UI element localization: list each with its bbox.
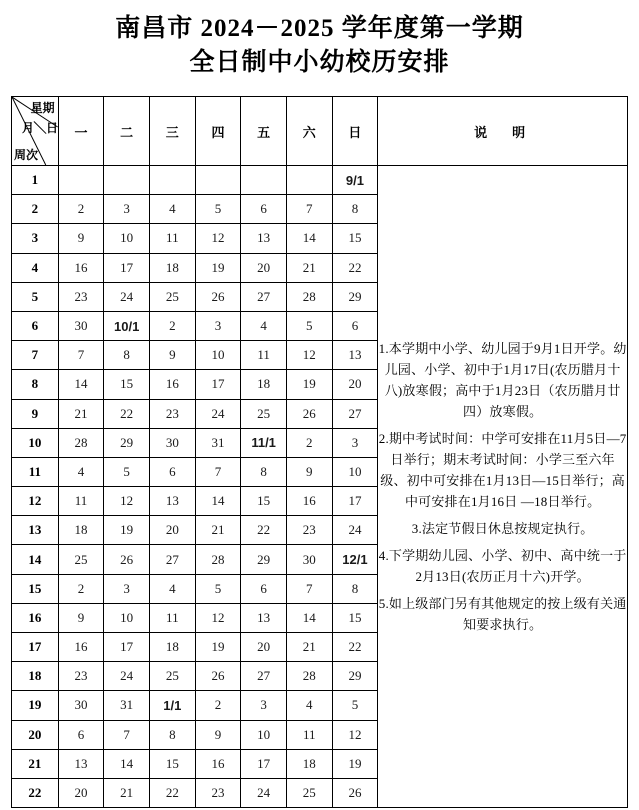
date-cell: 30: [58, 311, 104, 340]
date-cell: 25: [149, 662, 195, 691]
date-cell: 21: [104, 778, 150, 807]
week-number-cell: 1: [12, 166, 59, 195]
date-cell: 26: [195, 662, 241, 691]
week-number-cell: 2: [12, 195, 59, 224]
date-cell: 18: [149, 633, 195, 662]
date-cell: 2: [286, 428, 332, 457]
date-cell: 7: [195, 457, 241, 486]
date-cell: 2: [58, 195, 104, 224]
date-cell: 27: [241, 662, 287, 691]
date-cell: 12: [195, 603, 241, 632]
date-cell: [241, 166, 287, 195]
title-line-2: 全日制中小幼校历安排: [189, 48, 450, 76]
date-cell: 18: [58, 516, 104, 545]
week-number-cell: 22: [12, 778, 59, 807]
date-cell: 16: [58, 633, 104, 662]
note-column-header: 说 明: [378, 97, 628, 166]
date-cell: 29: [104, 428, 150, 457]
date-cell: 17: [332, 487, 378, 516]
note-paragraph: 5.如上级部门另有其他规定的按上级有关通知要求执行。: [378, 596, 627, 633]
date-cell: 9: [149, 341, 195, 370]
date-cell: 4: [149, 195, 195, 224]
date-cell: 30: [286, 545, 332, 574]
date-cell: 8: [332, 195, 378, 224]
date-cell: 20: [149, 516, 195, 545]
date-cell: 23: [286, 516, 332, 545]
date-cell: 2: [149, 311, 195, 340]
date-cell: 18: [149, 253, 195, 282]
date-cell: 7: [286, 574, 332, 603]
date-cell: 5: [195, 195, 241, 224]
date-cell: 24: [241, 778, 287, 807]
date-cell: 6: [332, 311, 378, 340]
calendar-table-wrapper: [11, 96, 628, 808]
note-paragraph: 3.法定节假日休息按规定执行。: [411, 521, 594, 537]
date-cell: 6: [149, 457, 195, 486]
date-cell: 20: [58, 778, 104, 807]
date-cell: 29: [332, 282, 378, 311]
date-cell: 21: [286, 633, 332, 662]
date-cell: 23: [58, 662, 104, 691]
date-cell: 15: [104, 370, 150, 399]
week-number-cell: 6: [12, 311, 59, 340]
date-cell: 10: [241, 720, 287, 749]
note-paragraph: 2.期中考试时间：中学可安排在11月5日—7日举行；期末考试时间：小学三至六年级、初中可安排在1月13日—15日举行；高中可安排在1月16日 —18日举行。: [378, 430, 627, 510]
week-number-cell: 15: [12, 574, 59, 603]
date-cell: 9: [58, 603, 104, 632]
notes-cell: [378, 166, 628, 808]
date-cell: [58, 166, 104, 195]
week-number-cell: 20: [12, 720, 59, 749]
date-cell: 15: [149, 749, 195, 778]
date-cell: 5: [195, 574, 241, 603]
date-cell: 17: [104, 253, 150, 282]
day-header-sun: 日: [332, 97, 378, 166]
date-cell: 26: [332, 778, 378, 807]
day-header-fri: 五: [241, 97, 287, 166]
date-cell: 19: [286, 370, 332, 399]
date-cell: 21: [58, 399, 104, 428]
header-week-label: 星期: [30, 101, 55, 115]
date-cell: 28: [195, 545, 241, 574]
date-cell: 16: [286, 487, 332, 516]
date-cell: 20: [241, 633, 287, 662]
date-cell: 11: [286, 720, 332, 749]
date-cell: 23: [195, 778, 241, 807]
date-cell: 9: [58, 224, 104, 253]
date-cell: 6: [241, 574, 287, 603]
date-cell: 15: [332, 603, 378, 632]
title-line-1: 南昌市 2024－2025 学年度第一学期: [115, 15, 524, 42]
date-cell: 5: [332, 691, 378, 720]
page-title: [0, 0, 639, 80]
week-number-cell: 18: [12, 662, 59, 691]
date-cell: 20: [241, 253, 287, 282]
school-calendar-table: [11, 96, 628, 808]
date-cell: 2: [58, 574, 104, 603]
date-cell: 14: [286, 603, 332, 632]
date-cell: 7: [286, 195, 332, 224]
date-cell: 22: [332, 253, 378, 282]
week-number-cell: 5: [12, 282, 59, 311]
date-cell: 28: [286, 282, 332, 311]
date-cell: 25: [149, 282, 195, 311]
date-cell: 26: [195, 282, 241, 311]
week-number-cell: 13: [12, 516, 59, 545]
date-cell: 3: [332, 428, 378, 457]
date-cell: 7: [104, 720, 150, 749]
note-paragraph: 1.本学期中小学、幼儿园于9月1日开学。幼儿园、小学、初中于1月17日(农历腊月十八)放寒假；高中于1月23日（农历腊月廿四）放寒假。: [378, 340, 627, 419]
date-cell: 16: [58, 253, 104, 282]
date-cell: 10: [104, 603, 150, 632]
date-cell: 24: [332, 516, 378, 545]
date-cell: 3: [241, 691, 287, 720]
date-cell: [104, 166, 150, 195]
date-cell: 11: [241, 341, 287, 370]
date-cell: 25: [241, 399, 287, 428]
date-cell: 20: [332, 370, 378, 399]
date-cell: 14: [286, 224, 332, 253]
day-header-sat: 六: [286, 97, 332, 166]
date-cell: 19: [195, 253, 241, 282]
date-cell: 10: [195, 341, 241, 370]
date-cell: [195, 166, 241, 195]
date-cell: 3: [104, 195, 150, 224]
week-number-cell: 19: [12, 691, 59, 720]
date-cell: 28: [58, 428, 104, 457]
date-cell: 13: [332, 341, 378, 370]
date-cell: 27: [241, 282, 287, 311]
date-cell: 14: [58, 370, 104, 399]
date-cell: 29: [332, 662, 378, 691]
date-cell: 10/1: [104, 311, 150, 340]
date-cell: 27: [149, 545, 195, 574]
header-zhoushu-label: 周次: [14, 148, 39, 162]
date-cell: 6: [241, 195, 287, 224]
week-number-cell: 3: [12, 224, 59, 253]
date-cell: 13: [149, 487, 195, 516]
date-cell: 26: [104, 545, 150, 574]
week-number-cell: 12: [12, 487, 59, 516]
date-cell: 6: [58, 720, 104, 749]
date-cell: 26: [286, 399, 332, 428]
date-cell: 14: [104, 749, 150, 778]
date-cell: 8: [241, 457, 287, 486]
date-cell: 12: [286, 341, 332, 370]
date-cell: 19: [195, 633, 241, 662]
date-cell: 11: [149, 224, 195, 253]
date-cell: 22: [149, 778, 195, 807]
date-cell: 5: [104, 457, 150, 486]
date-cell: 12: [104, 487, 150, 516]
date-cell: 9: [195, 720, 241, 749]
date-cell: 21: [195, 516, 241, 545]
date-cell: 11/1: [241, 428, 287, 457]
date-cell: 12/1: [332, 545, 378, 574]
week-number-cell: 17: [12, 633, 59, 662]
header-monthday-label: 月╲日: [22, 121, 59, 135]
date-cell: 18: [286, 749, 332, 778]
date-cell: 19: [104, 516, 150, 545]
date-cell: 30: [149, 428, 195, 457]
date-cell: 17: [195, 370, 241, 399]
calendar-body: [12, 166, 628, 808]
date-cell: 8: [149, 720, 195, 749]
date-cell: 15: [332, 224, 378, 253]
date-cell: 13: [241, 603, 287, 632]
date-cell: 9/1: [332, 166, 378, 195]
date-cell: 11: [58, 487, 104, 516]
day-header-thu: 四: [195, 97, 241, 166]
date-cell: 21: [286, 253, 332, 282]
date-cell: 9: [286, 457, 332, 486]
date-cell: 3: [195, 311, 241, 340]
date-cell: 24: [104, 282, 150, 311]
week-number-cell: 4: [12, 253, 59, 282]
date-cell: 23: [58, 282, 104, 311]
week-number-cell: 21: [12, 749, 59, 778]
date-cell: 17: [241, 749, 287, 778]
date-cell: 13: [58, 749, 104, 778]
date-cell: 15: [241, 487, 287, 516]
date-cell: 19: [332, 749, 378, 778]
day-header-tue: 二: [104, 97, 150, 166]
date-cell: 18: [241, 370, 287, 399]
date-cell: 17: [104, 633, 150, 662]
date-cell: 7: [58, 341, 104, 370]
date-cell: 10: [332, 457, 378, 486]
week-number-cell: 11: [12, 457, 59, 486]
day-header-mon: 一: [58, 97, 104, 166]
date-cell: 14: [195, 487, 241, 516]
date-cell: 31: [195, 428, 241, 457]
date-cell: 12: [195, 224, 241, 253]
date-cell: 22: [241, 516, 287, 545]
date-cell: 10: [104, 224, 150, 253]
date-cell: 29: [241, 545, 287, 574]
date-cell: 22: [332, 633, 378, 662]
table-row: [12, 166, 628, 195]
table-header-row: [12, 97, 628, 166]
date-cell: 23: [149, 399, 195, 428]
date-cell: 4: [58, 457, 104, 486]
date-cell: 1/1: [149, 691, 195, 720]
date-cell: 27: [332, 399, 378, 428]
date-cell: 12: [332, 720, 378, 749]
date-cell: 25: [286, 778, 332, 807]
header-corner-cell: [12, 97, 59, 166]
date-cell: 28: [286, 662, 332, 691]
date-cell: 4: [241, 311, 287, 340]
date-cell: 2: [195, 691, 241, 720]
week-number-cell: 16: [12, 603, 59, 632]
date-cell: 8: [332, 574, 378, 603]
date-cell: 4: [286, 691, 332, 720]
date-cell: 5: [286, 311, 332, 340]
date-cell: 22: [104, 399, 150, 428]
week-number-cell: 14: [12, 545, 59, 574]
date-cell: 11: [149, 603, 195, 632]
date-cell: [286, 166, 332, 195]
date-cell: 16: [195, 749, 241, 778]
week-number-cell: 7: [12, 341, 59, 370]
week-number-cell: 9: [12, 399, 59, 428]
week-number-cell: 10: [12, 428, 59, 457]
date-cell: [149, 166, 195, 195]
date-cell: 13: [241, 224, 287, 253]
date-cell: 3: [104, 574, 150, 603]
week-number-cell: 8: [12, 370, 59, 399]
date-cell: 4: [149, 574, 195, 603]
date-cell: 24: [104, 662, 150, 691]
date-cell: 30: [58, 691, 104, 720]
date-cell: 24: [195, 399, 241, 428]
date-cell: 25: [58, 545, 104, 574]
day-header-wed: 三: [149, 97, 195, 166]
note-paragraph: 4.下学期幼儿园、小学、初中、高中统一于2月13日(农历正月十六)开学。: [378, 548, 627, 585]
date-cell: 31: [104, 691, 150, 720]
date-cell: 16: [149, 370, 195, 399]
date-cell: 8: [104, 341, 150, 370]
